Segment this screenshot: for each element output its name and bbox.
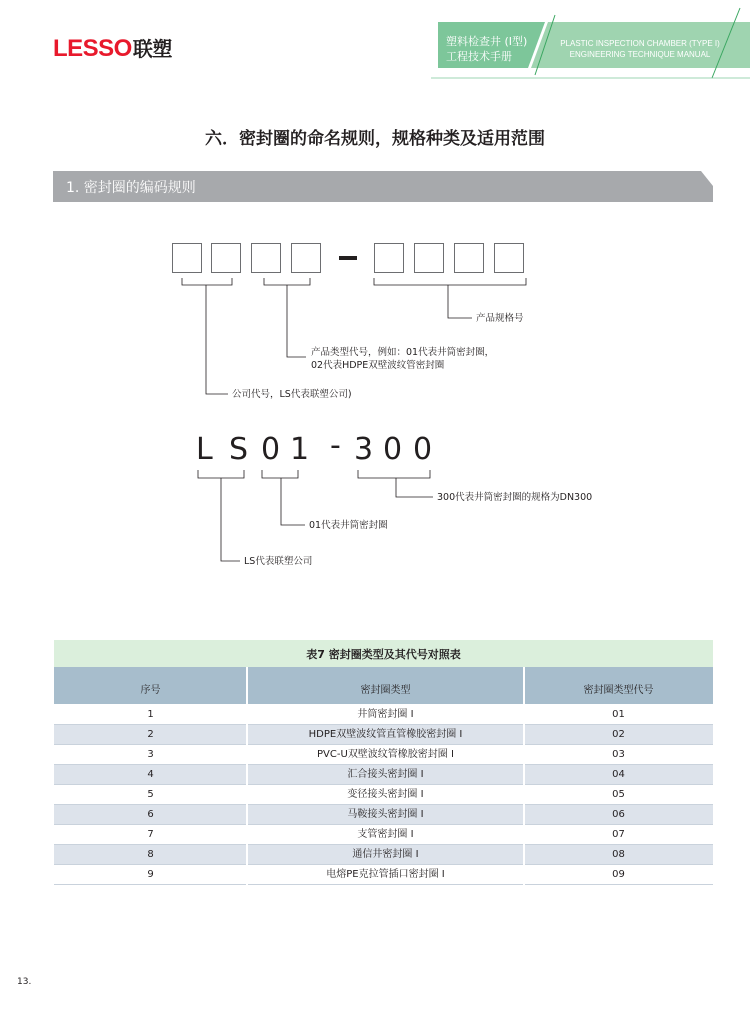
table-cell: 2 — [147, 729, 154, 740]
table-row — [54, 805, 713, 825]
table-cell: 04 — [612, 769, 625, 780]
table-cell: 电熔PE克拉管插口密封圈 I — [326, 869, 445, 880]
table-cell: 06 — [612, 809, 625, 820]
table-cell: PVC-U双壁波纹管橡胶密封圈 I — [317, 749, 454, 760]
table-cell: 7 — [147, 829, 154, 840]
example-char: 0 — [383, 432, 403, 467]
table-row — [54, 785, 713, 805]
table-cell: HDPE双壁波纹管直管橡胶密封圈 I — [308, 729, 463, 740]
table-row — [54, 765, 713, 785]
manual-cn-line1: 塑料检查井 (I型) — [446, 35, 528, 48]
table-row — [54, 705, 713, 725]
table-cell: 03 — [612, 749, 625, 760]
table-row — [54, 845, 713, 865]
table-cell: 05 — [612, 789, 625, 800]
table-cell: 3 — [147, 749, 154, 760]
table-cell: 02 — [612, 729, 625, 740]
table-cell: 9 — [147, 869, 154, 880]
table-cell: 变径接头密封圈 I — [347, 789, 424, 800]
manual-en-line2: ENGINEERING TECHNIQUE MANUAL — [569, 50, 711, 59]
table-cell: 马鞍接头密封圈 I — [347, 809, 424, 820]
table-title: 表7 密封圈类型及其代号对照表 — [306, 648, 461, 661]
table-cell: 07 — [612, 829, 625, 840]
table-row — [54, 825, 713, 845]
example-char: 3 — [354, 432, 374, 467]
manual-cn-line2: 工程技术手册 — [446, 50, 512, 63]
table-cell: 4 — [147, 769, 154, 780]
example-label-company: LS代表联塑公司 — [244, 556, 313, 567]
example-char: L — [196, 432, 213, 467]
example-char: - — [330, 428, 341, 463]
table-row — [54, 725, 713, 745]
table-row — [54, 745, 713, 765]
section-label: 1. 密封圈的编码规则 — [66, 180, 196, 196]
table-cell: 支管密封圈 I — [357, 829, 414, 840]
label-type-line1: 产品类型代号，例如：01代表井筒密封圈， — [311, 347, 495, 358]
example-char: 0 — [261, 432, 281, 467]
label-spec: 产品规格号 — [476, 313, 524, 324]
label-type-line2: 02代表HDPE双壁波纹管密封圈 — [311, 360, 445, 371]
page-title: 六．密封圈的命名规则，规格种类及适用范围 — [205, 129, 545, 149]
brand-cn: 联塑 — [132, 37, 172, 61]
label-company: 公司代号，LS代表联塑公司) — [232, 389, 352, 400]
column-divider — [523, 667, 525, 885]
table-header-cell: 密封圈类型代号 — [583, 685, 654, 696]
table-cell: 01 — [612, 709, 625, 720]
table-cell: 1 — [147, 709, 154, 720]
page-number: 13. — [17, 977, 32, 987]
table-cell: 通信井密封圈 I — [352, 849, 419, 860]
table-cell: 08 — [612, 849, 625, 860]
column-divider — [246, 667, 248, 885]
brand-latin: LESSO — [53, 35, 132, 62]
table-cell: 5 — [147, 789, 154, 800]
table-row — [54, 865, 713, 885]
example-label-spec: 300代表井筒密封圈的规格为DN300 — [437, 492, 593, 503]
table-cell: 6 — [147, 809, 154, 820]
example-char: S — [229, 432, 249, 467]
table-cell: 汇合接头密封圈 I — [347, 769, 424, 780]
table-header-cell: 序号 — [140, 685, 161, 696]
table-header-cell: 密封圈类型 — [360, 685, 411, 696]
example-char: 1 — [290, 432, 310, 467]
label-type — [311, 346, 494, 372]
row-divider — [54, 884, 713, 885]
example-char: 0 — [413, 432, 433, 467]
example-label-type: 01代表井筒密封圈 — [309, 520, 388, 531]
manual-en-line1: PLASTIC INSPECTION CHAMBER (TYPE I) — [560, 39, 720, 48]
table-cell: 8 — [147, 849, 154, 860]
table-cell: 井筒密封圈 I — [357, 709, 414, 720]
table-cell: 09 — [612, 869, 625, 880]
